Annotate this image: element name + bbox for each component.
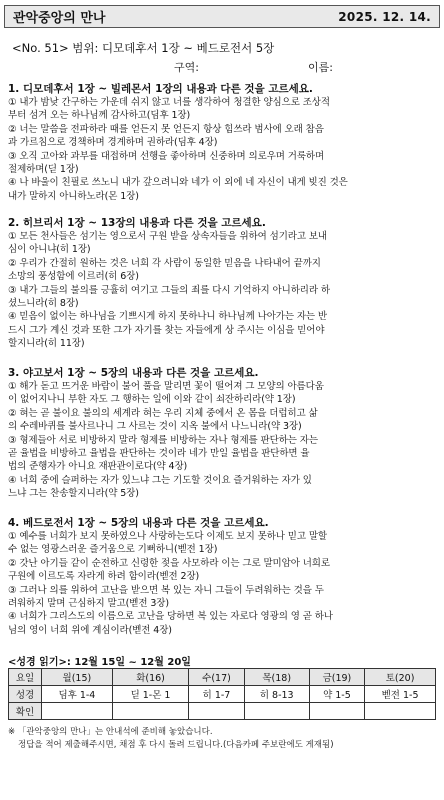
question-line: ④ 너희가 그리스도의 이름으로 고난을 당하면 복 있는 자로다 영광의 영 곧 하나 — [8, 611, 333, 623]
table-row — [9, 686, 436, 703]
note-line: 정답을 적어 제출해주시면, 채점 후 다시 돌려 드립니다.(다음카페 주보란에도 게재됨) — [18, 740, 334, 750]
question-line: 드시 그가 계신 것과 또한 그가 자기를 찾는 자들에게 상 주시는 이심을 믿어야 — [8, 324, 325, 336]
question-line: ① 예수를 너희가 보지 못하였으나 사랑하는도다 이제도 보지 못하나 믿고 말할 — [8, 531, 328, 542]
question-line: 수 없는 영광스러운 즐거움으로 기뻐하니(벧전 1장) — [8, 544, 218, 556]
question-1 — [8, 82, 436, 203]
question-line: ④ 나 바울이 친필로 쓰노니 내가 갚으려니와 네가 이 외에 네 자신이 내게 빚진 것은 — [8, 177, 348, 189]
question-line: ② 혀는 곧 불이요 불의의 세계라 혀는 우리 지체 중에서 온 몸을 더럽히고 삶 — [8, 407, 318, 419]
header-bar — [4, 5, 440, 28]
book-cell: 히 8-13 — [244, 686, 309, 703]
question-line: 부터 섬겨 오는 하나님께 감사하고(딤후 1장) — [8, 110, 191, 122]
question-3 — [8, 366, 436, 501]
question-line: ② 너는 말씀을 전파하라 때를 얻든지 못 얻든지 항상 힘쓰라 범사에 오래 참음 — [8, 123, 324, 135]
reading-plan-title: <성경 읽기>: 12월 15일 ~ 12월 20일 — [8, 657, 191, 668]
footer-notes — [8, 726, 436, 752]
check-cell[interactable] — [365, 703, 436, 720]
check-cell[interactable] — [112, 703, 188, 720]
question-line: 의 수레바퀴를 불사르나니 그 사르는 것이 지옥 불에서 나느니라(약 3장) — [8, 421, 302, 433]
day-cell: 토(20) — [365, 669, 436, 686]
page-title: 관악중앙의 만나 — [13, 11, 106, 26]
question-line: ③ 오직 고아와 과부를 대접하며 선행을 좋아하며 신중하며 의로우며 거룩하며 — [8, 150, 325, 162]
book-cell: 히 1-7 — [189, 686, 244, 703]
note-line: ※ 「관악중앙의 만나」는 안내석에 준비해 놓았습니다. — [8, 727, 213, 737]
day-cell: 수(17) — [189, 669, 244, 686]
check-cell[interactable] — [309, 703, 364, 720]
question-line: ② 우리가 간절히 원하는 것은 너희 각 사람이 동일한 믿음을 나타내어 끝까지 — [8, 257, 321, 269]
question-title: 4. 베드로전서 1장 ~ 5장의 내용과 다른 것을 고르세요. — [8, 517, 269, 529]
question-title: 1. 디모데후서 1장 ~ 빌레몬서 1장의 내용과 다른 것을 고르세요. — [8, 83, 313, 95]
book-cell: 벧전 1-5 — [365, 686, 436, 703]
question-line: 구원에 이르도록 자라게 하려 함이라(벧전 2장) — [8, 571, 200, 583]
question-line: 느냐 그는 찬송할지니라(약 5장) — [8, 488, 139, 500]
check-cell[interactable] — [244, 703, 309, 720]
question-line: 내가 말하지 아니하노라(몬 1장) — [8, 190, 139, 202]
check-cell[interactable] — [189, 703, 244, 720]
row-label: 성경 — [9, 686, 42, 703]
question-line: 절제하며(딛 1장) — [8, 164, 79, 176]
question-line: 법의 준행자가 아니요 재판관이로다(약 4장) — [8, 461, 188, 473]
question-line: 소망의 풍성함에 이르러(히 6장) — [8, 271, 139, 283]
question-4 — [8, 516, 436, 637]
question-line: 님의 영이 너희 위에 계심이라(벧전 4장) — [8, 624, 172, 636]
issue-date: 2025. 12. 14. — [338, 9, 431, 24]
day-cell: 화(16) — [112, 669, 188, 686]
question-line: ③ 형제들아 서로 비방하지 말라 형제를 비방하는 자나 형제를 판단하는 자는 — [8, 434, 318, 446]
reading-schedule-table — [8, 668, 436, 720]
book-cell: 딛 1-몬 1 — [112, 686, 188, 703]
question-line: 이 없어지나니 부한 자도 그 행하는 일에 이와 같이 쇠잔하리라(약 1장) — [8, 394, 296, 406]
question-line: 곧 율법을 비방하고 율법을 판단하는 것이라 네가 만일 율법을 판단하면 율 — [8, 448, 310, 460]
question-line: 려워하지 말며 근심하지 말고(벧전 3장) — [8, 598, 169, 610]
question-line: ① 모든 천사들은 섬기는 영으로서 구원 받을 상속자들을 위하여 섬기라고 보내 — [8, 231, 328, 242]
question-title: 3. 야고보서 1장 ~ 5장의 내용과 다른 것을 고르세요. — [8, 367, 259, 379]
row-label: 확인 — [9, 703, 42, 720]
day-cell: 월(15) — [42, 669, 113, 686]
question-line: 심이 아니냐(히 1장) — [8, 244, 91, 256]
day-cell: 목(18) — [244, 669, 309, 686]
question-line: 할지니라(히 11장) — [8, 338, 85, 350]
table-row — [9, 703, 436, 720]
question-2 — [8, 216, 436, 351]
section-label: 구역: — [174, 61, 199, 74]
question-line: ④ 너희 중에 슬퍼하는 자가 있느냐 그는 기도할 것이요 즐거워하는 자가 있 — [8, 474, 312, 486]
question-line: ② 갓난 아기들 같이 순전하고 신령한 젖을 사모하라 이는 그로 말미암아 너희로 — [8, 557, 330, 569]
question-line: ③ 내가 그들의 불의를 긍휼히 여기고 그들의 죄를 다시 기억하지 아니하리라 하 — [8, 284, 330, 296]
question-title: 2. 히브리서 1장 ~ 13장의 내용과 다른 것을 고르세요. — [8, 217, 266, 229]
table-row — [9, 669, 436, 686]
check-cell[interactable] — [42, 703, 113, 720]
question-line: 셨느니라(히 8장) — [8, 298, 79, 310]
range-line: <No. 51> 범위: 디모데후서 1장 ~ 베드로전서 5장 — [12, 41, 275, 55]
book-cell: 약 1-5 — [309, 686, 364, 703]
question-line: ① 해가 돋고 뜨거운 바람이 불어 풀을 말리면 꽃이 떨어져 그 모양의 아름다움 — [8, 381, 324, 392]
day-cell: 금(19) — [309, 669, 364, 686]
question-line: ① 내가 밤낮 간구하는 가운데 쉬지 않고 너를 생각하여 청결한 양심으로 조상적 — [8, 97, 330, 108]
row-label: 요일 — [9, 669, 42, 686]
question-line: 과 가르침으로 경책하며 경계하며 권하라(딤후 4장) — [8, 137, 218, 149]
question-line: ③ 그러나 의를 위하여 고난을 받으면 복 있는 자니 그들이 두려워하는 것을 두 — [8, 584, 324, 596]
name-label: 이름: — [308, 61, 333, 74]
book-cell: 딤후 1-4 — [42, 686, 113, 703]
question-line: ④ 믿음이 없이는 하나님을 기쁘시게 하지 못하나니 하나님께 나아가는 자는 반 — [8, 311, 328, 323]
